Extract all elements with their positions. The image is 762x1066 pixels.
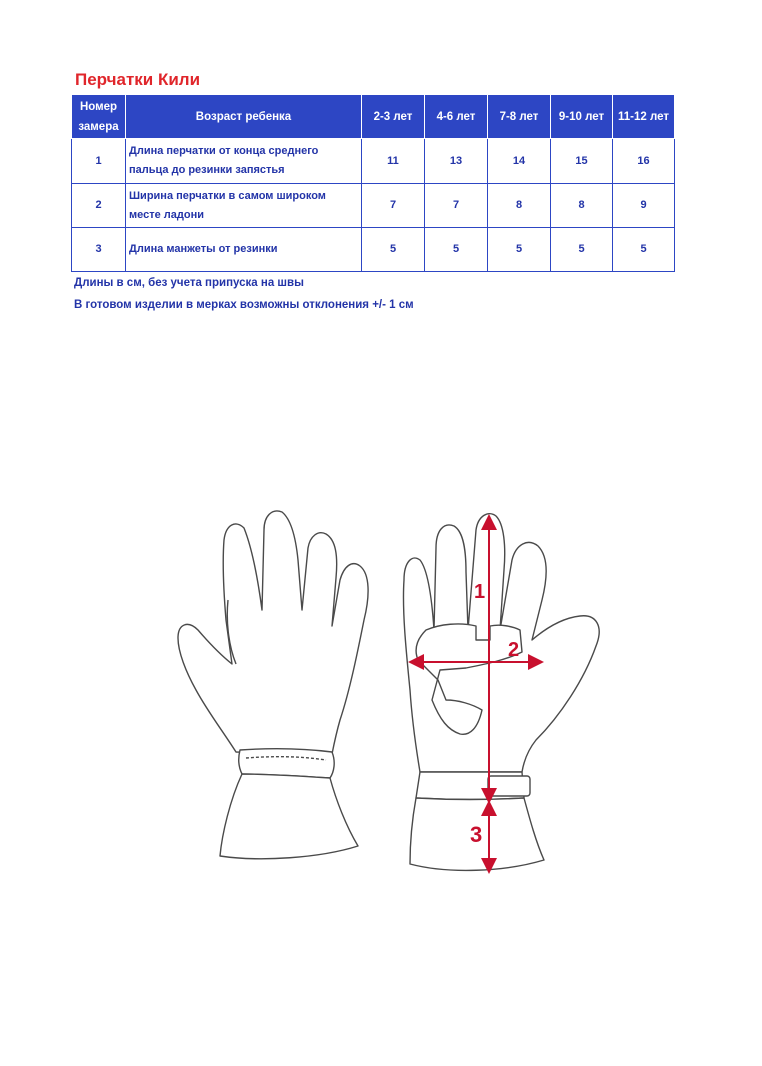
measure-label-3: 3 [470, 822, 483, 847]
header-size: 4-6 лет [425, 95, 488, 139]
page-title: Перчатки Кили [75, 70, 201, 89]
row-value: 14 [488, 139, 551, 184]
measure-label-2: 2 [508, 639, 520, 661]
row-value: 7 [425, 184, 488, 228]
header-size: 9-10 лет [551, 95, 613, 139]
row-value: 5 [425, 228, 488, 272]
row-number: 2 [72, 184, 126, 228]
table-row [72, 228, 675, 272]
row-description: Ширина перчатки в самом широком месте ладони [126, 184, 362, 228]
note-units: Длины в см, без учета припуска на швы [74, 277, 304, 289]
glove-palm-icon [403, 514, 599, 871]
size-table [71, 94, 675, 272]
row-number: 1 [72, 139, 126, 184]
note-tolerance: В готовом изделии в мерках возможны отклонения +/- 1 см [74, 299, 414, 311]
row-value: 7 [362, 184, 425, 228]
row-value: 5 [488, 228, 551, 272]
row-value: 15 [551, 139, 613, 184]
row-value: 13 [425, 139, 488, 184]
row-value: 8 [488, 184, 551, 228]
header-size: 7-8 лет [488, 95, 551, 139]
row-description: Длина перчатки от конца среднего пальца до резинки запястья [126, 139, 362, 184]
row-description: Длина манжеты от резинки [126, 228, 362, 272]
row-value: 5 [362, 228, 425, 272]
row-number: 3 [72, 228, 126, 272]
glove-back-icon [178, 511, 368, 859]
table-row [72, 139, 675, 184]
row-value: 9 [613, 184, 675, 228]
header-size: 2-3 лет [362, 95, 425, 139]
row-value: 5 [551, 228, 613, 272]
header-age: Возраст ребенка [126, 95, 362, 139]
header-size: 11-12 лет [613, 95, 675, 139]
row-value: 11 [362, 139, 425, 184]
table-row [72, 184, 675, 228]
row-value: 8 [551, 184, 613, 228]
header-number: Номер замера [72, 95, 126, 139]
measure-label-1: 1 [474, 581, 486, 603]
row-value: 5 [613, 228, 675, 272]
table-header-row [72, 95, 675, 139]
row-value: 16 [613, 139, 675, 184]
glove-diagram [150, 500, 620, 880]
